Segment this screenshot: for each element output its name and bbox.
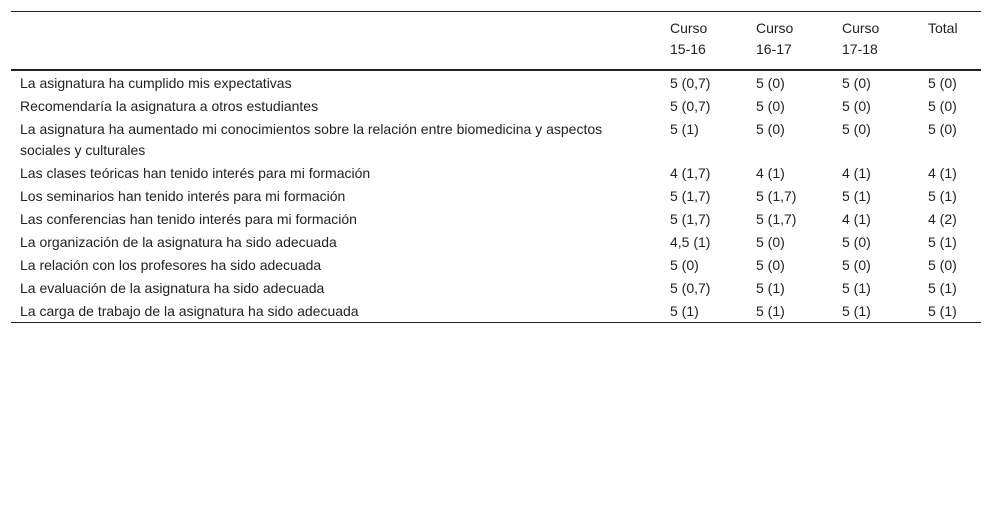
- cell-curso-15-16: 5 (1,7): [670, 211, 711, 227]
- row-label: La asignatura ha aumentado mi conocimientos sobre la relación entre biomedicina y aspectos sociales y culturales: [20, 121, 603, 158]
- cell-curso-17-18: 5 (1): [842, 280, 871, 296]
- cell-curso-15-16: 5 (1): [670, 303, 699, 319]
- header-line1: Curso: [670, 20, 708, 36]
- cell-curso-15-16: 5 (1,7): [670, 188, 711, 204]
- header-line2: 17-18: [842, 41, 878, 57]
- cell-curso-16-17: 5 (0): [756, 98, 785, 114]
- cell-curso-16-17: 5 (0): [756, 121, 785, 137]
- header-cell-curso-17-18: [834, 12, 920, 71]
- cell-curso-16-17: 5 (0): [756, 257, 785, 273]
- cell-curso-16-17: 5 (1,7): [756, 188, 797, 204]
- cell-curso-16-17: 5 (0): [756, 75, 785, 91]
- cell-curso-16-17: 5 (0): [756, 234, 785, 250]
- cell-curso-15-16: 5 (0,7): [670, 75, 711, 91]
- header-row: [11, 12, 981, 71]
- header-cell-curso-15-16: [662, 12, 748, 71]
- cell-total: 5 (0): [928, 98, 957, 114]
- cell-curso-16-17: 5 (1,7): [756, 211, 797, 227]
- table-row: [11, 117, 981, 161]
- row-label: La organización de la asignatura ha sido adecuada: [20, 234, 337, 250]
- row-label: La evaluación de la asignatura ha sido adecuada: [20, 280, 325, 296]
- cell-total: 4 (2): [928, 211, 957, 227]
- cell-total: 5 (0): [928, 257, 957, 273]
- survey-table-container: [11, 11, 981, 323]
- table-row: [11, 161, 981, 184]
- table-body: [11, 70, 981, 323]
- cell-curso-15-16: 5 (0,7): [670, 98, 711, 114]
- table-row: [11, 94, 981, 117]
- cell-curso-17-18: 5 (0): [842, 98, 871, 114]
- cell-curso-15-16: 5 (0): [670, 257, 699, 273]
- cell-curso-16-17: 5 (1): [756, 303, 785, 319]
- header-line2: 16-17: [756, 41, 792, 57]
- cell-total: 5 (0): [928, 121, 957, 137]
- cell-total: 5 (1): [928, 188, 957, 204]
- row-label: La carga de trabajo de la asignatura ha sido adecuada: [20, 303, 359, 319]
- row-label: La asignatura ha cumplido mis expectativas: [20, 75, 292, 91]
- header-cell-total: [920, 12, 981, 71]
- cell-curso-15-16: 5 (0,7): [670, 280, 711, 296]
- cell-total: 5 (1): [928, 234, 957, 250]
- cell-curso-16-17: 5 (1): [756, 280, 785, 296]
- row-label: Las conferencias han tenido interés para mi formación: [20, 211, 357, 227]
- header-line2: 15-16: [670, 41, 706, 57]
- cell-curso-17-18: 5 (0): [842, 234, 871, 250]
- cell-total: 5 (1): [928, 280, 957, 296]
- table-header: [11, 12, 981, 71]
- cell-curso-17-18: 5 (1): [842, 188, 871, 204]
- cell-curso-17-18: 4 (1): [842, 211, 871, 227]
- row-label: La relación con los profesores ha sido adecuada: [20, 257, 322, 273]
- header-line1: Curso: [842, 20, 880, 36]
- table-row: [11, 230, 981, 253]
- cell-curso-17-18: 5 (0): [842, 75, 871, 91]
- survey-results-table: [11, 11, 981, 323]
- table-row: [11, 253, 981, 276]
- header-cell-curso-16-17: [748, 12, 834, 71]
- header-line1: Curso: [756, 20, 794, 36]
- cell-total: 5 (0): [928, 75, 957, 91]
- row-label: Los seminarios han tenido interés para mi formación: [20, 188, 346, 204]
- cell-curso-17-18: 5 (0): [842, 257, 871, 273]
- cell-curso-17-18: 5 (1): [842, 303, 871, 319]
- table-row: [11, 299, 981, 323]
- cell-curso-17-18: 4 (1): [842, 165, 871, 181]
- cell-total: 5 (1): [928, 303, 957, 319]
- header-cell-label: [11, 12, 662, 71]
- table-row: [11, 184, 981, 207]
- cell-total: 4 (1): [928, 165, 957, 181]
- cell-curso-17-18: 5 (0): [842, 121, 871, 137]
- cell-curso-15-16: 4,5 (1): [670, 234, 711, 250]
- table-row: [11, 276, 981, 299]
- cell-curso-15-16: 4 (1,7): [670, 165, 711, 181]
- table-row: [11, 70, 981, 94]
- row-label: Recomendaría la asignatura a otros estudiantes: [20, 98, 319, 114]
- cell-curso-15-16: 5 (1): [670, 121, 699, 137]
- table-row: [11, 207, 981, 230]
- row-label: Las clases teóricas han tenido interés para mi formación: [20, 165, 371, 181]
- header-line1: Total: [928, 20, 958, 36]
- cell-curso-16-17: 4 (1): [756, 165, 785, 181]
